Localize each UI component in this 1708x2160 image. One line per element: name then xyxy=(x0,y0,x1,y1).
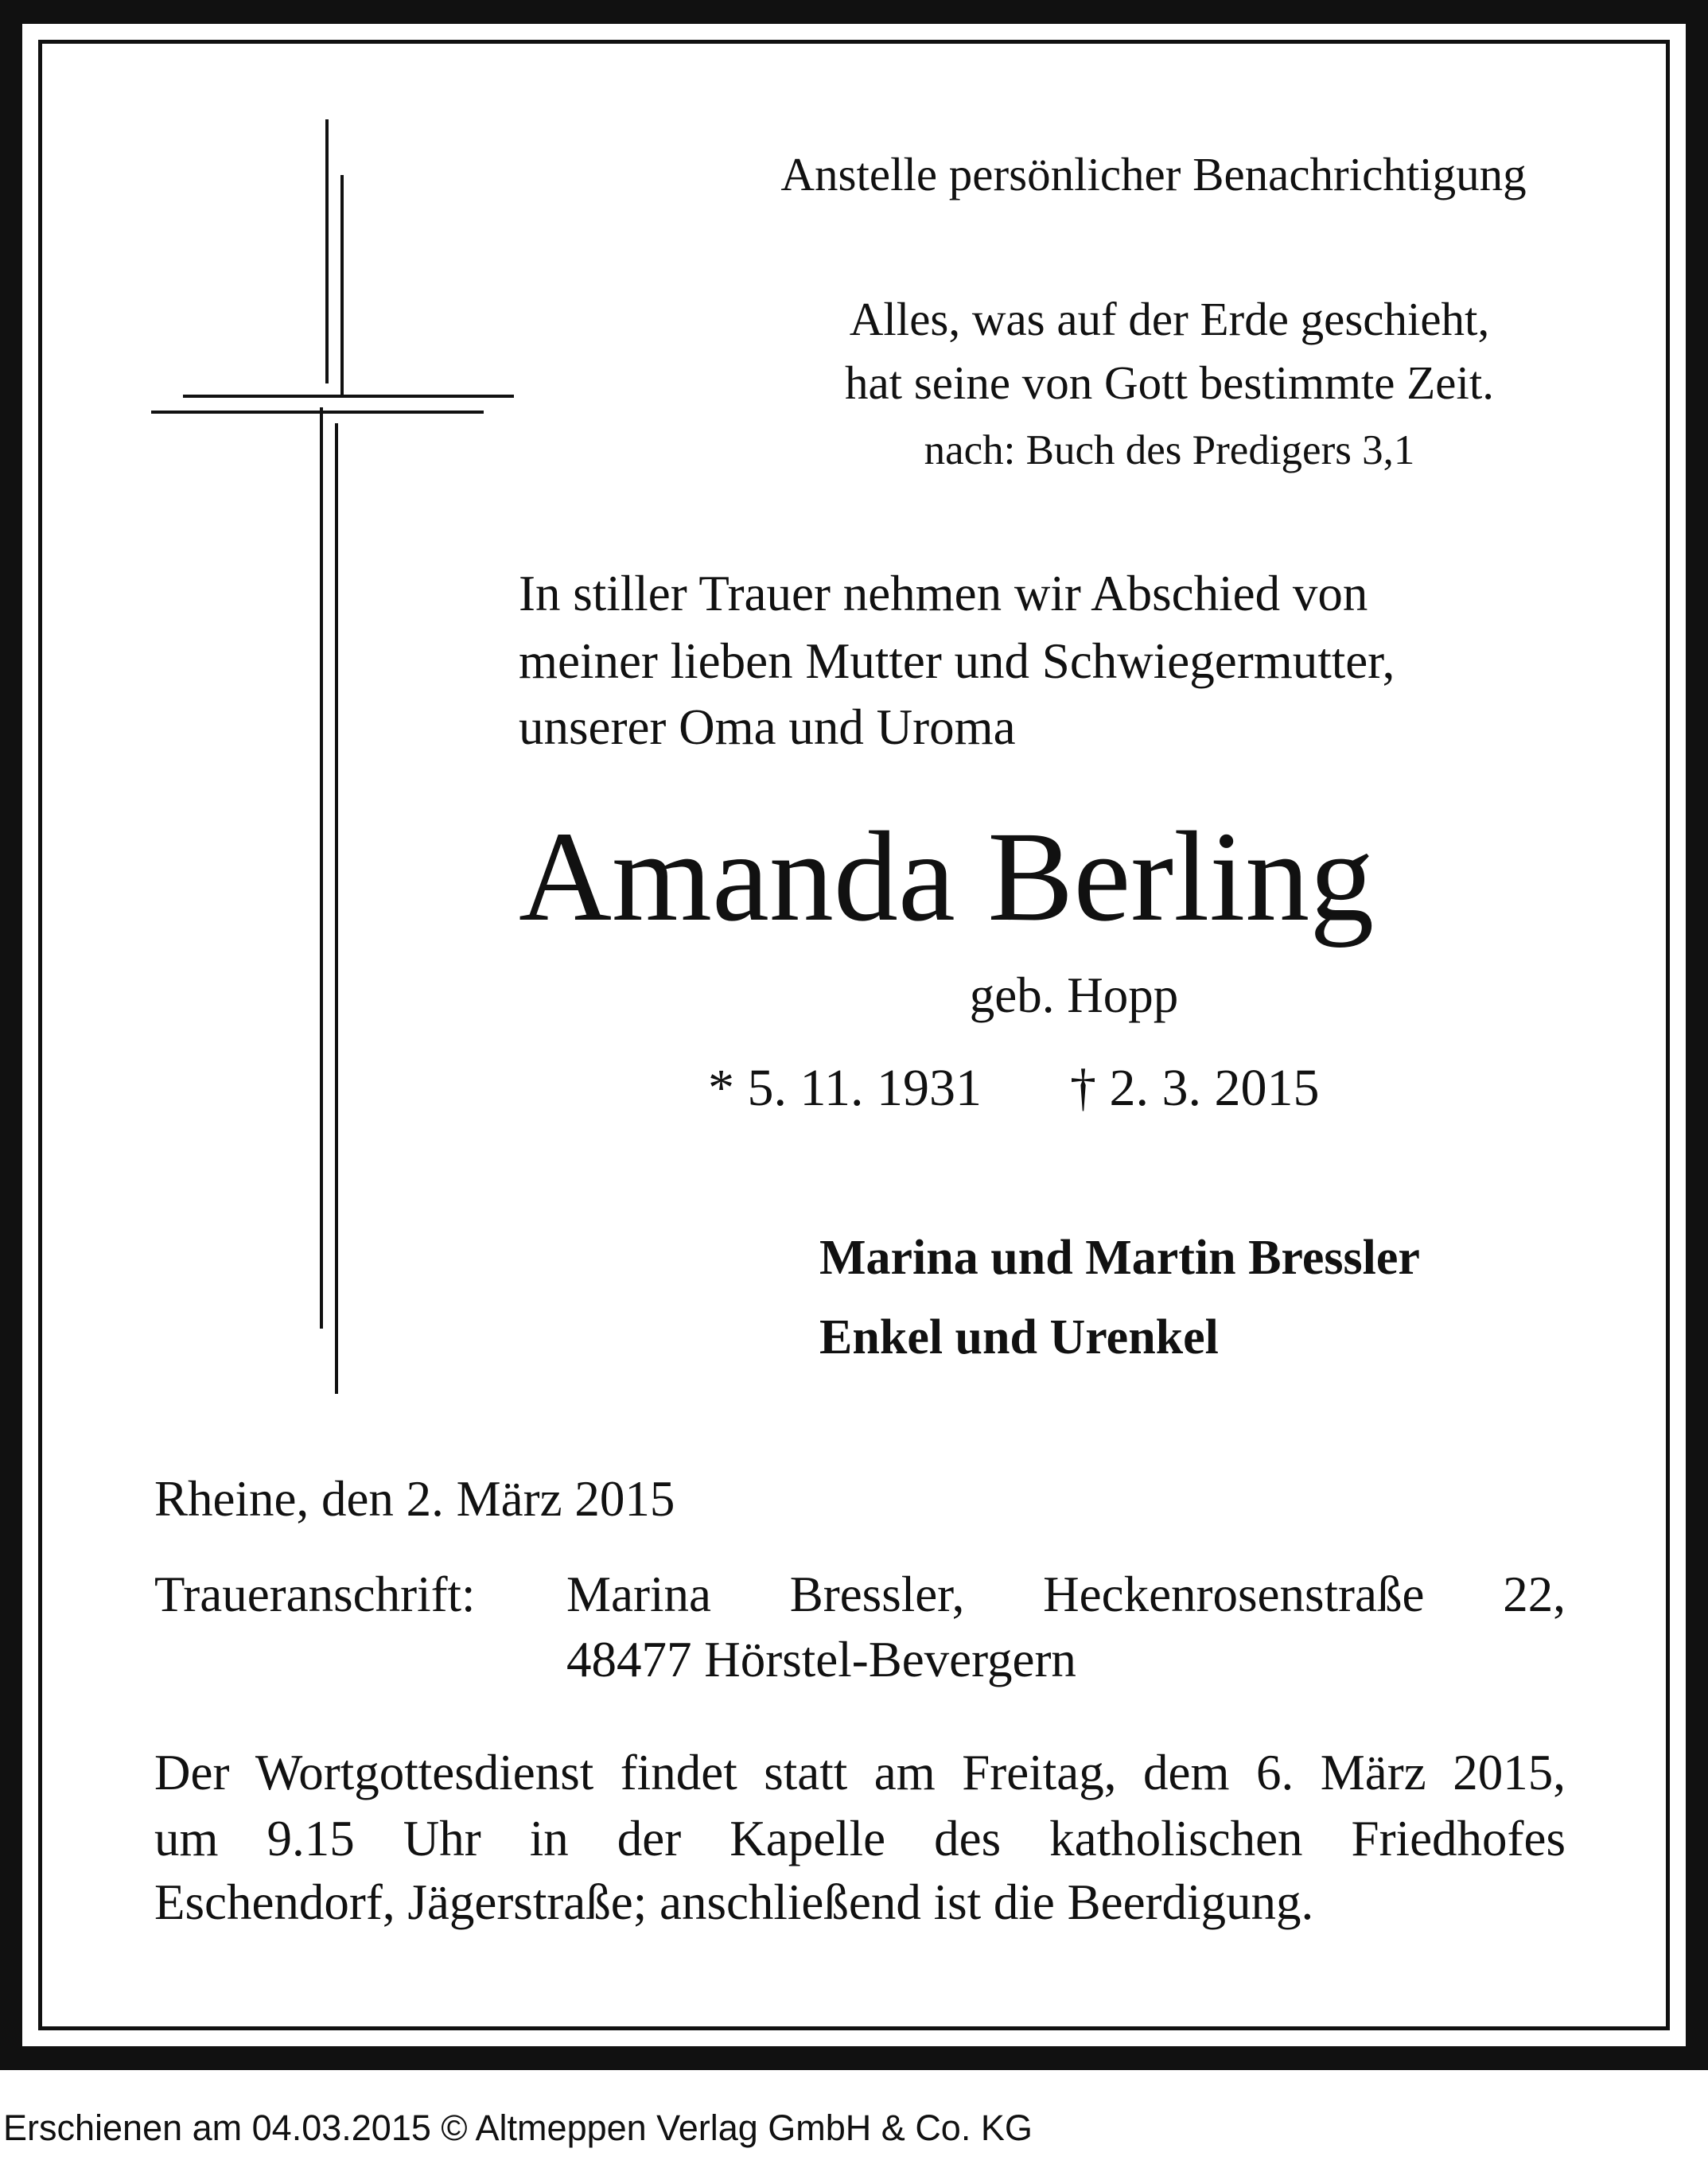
verse-line-2: hat seine von Gott bestimmte Zeit. xyxy=(844,356,1494,409)
cross-icon xyxy=(143,111,525,1400)
intro-line: Anstelle persönlicher Benachrichtigung xyxy=(780,148,1527,200)
maiden-name: geb. Hopp xyxy=(969,967,1179,1023)
mourning-line-2: meiner lieben Mutter und Schwiegermutter, xyxy=(519,633,1395,689)
verse-line-1: Alles, was auf der Erde geschieht, xyxy=(849,293,1490,345)
deceased-name: Amanda Berling xyxy=(519,806,1375,948)
service-line-3: Eschendorf, Jägerstraße; anschließend ist die Beerdigung. xyxy=(154,1874,1314,1930)
footer-text: Erschienen am 04.03.2015 © Altmeppen Verlag GmbH & Co. KG xyxy=(3,2107,1033,2148)
mourning-line-1: In stiller Trauer nehmen wir Abschied von xyxy=(519,566,1368,621)
mourning-line-3: unserer Oma und Uroma xyxy=(519,699,1016,755)
publication-footer xyxy=(0,2070,1708,2160)
service-line-1: Der Wortgottesdienst findet statt am Freitag, dem 6. März 2015, xyxy=(154,1745,1566,1800)
address-line-2: 48477 Hörstel-Bevergern xyxy=(566,1632,1076,1687)
address-label: Traueranschrift: xyxy=(154,1566,476,1622)
birth-date: * 5. 11. 1931 xyxy=(708,1059,982,1117)
service-line-2: um 9.15 Uhr in der Kapelle des katholischen Friedhofes xyxy=(154,1811,1566,1866)
mourners-line-2: Enkel und Urenkel xyxy=(819,1310,1219,1364)
verse-source: nach: Buch des Predigers 3,1 xyxy=(924,427,1415,473)
place-date: Rheine, den 2. März 2015 xyxy=(154,1471,675,1527)
address-line-1: Marina Bressler, Heckenrosenstraße 22, xyxy=(566,1566,1566,1622)
death-date: † 2. 3. 2015 xyxy=(1070,1059,1320,1117)
mourners-line-1: Marina und Martin Bressler xyxy=(819,1231,1420,1285)
